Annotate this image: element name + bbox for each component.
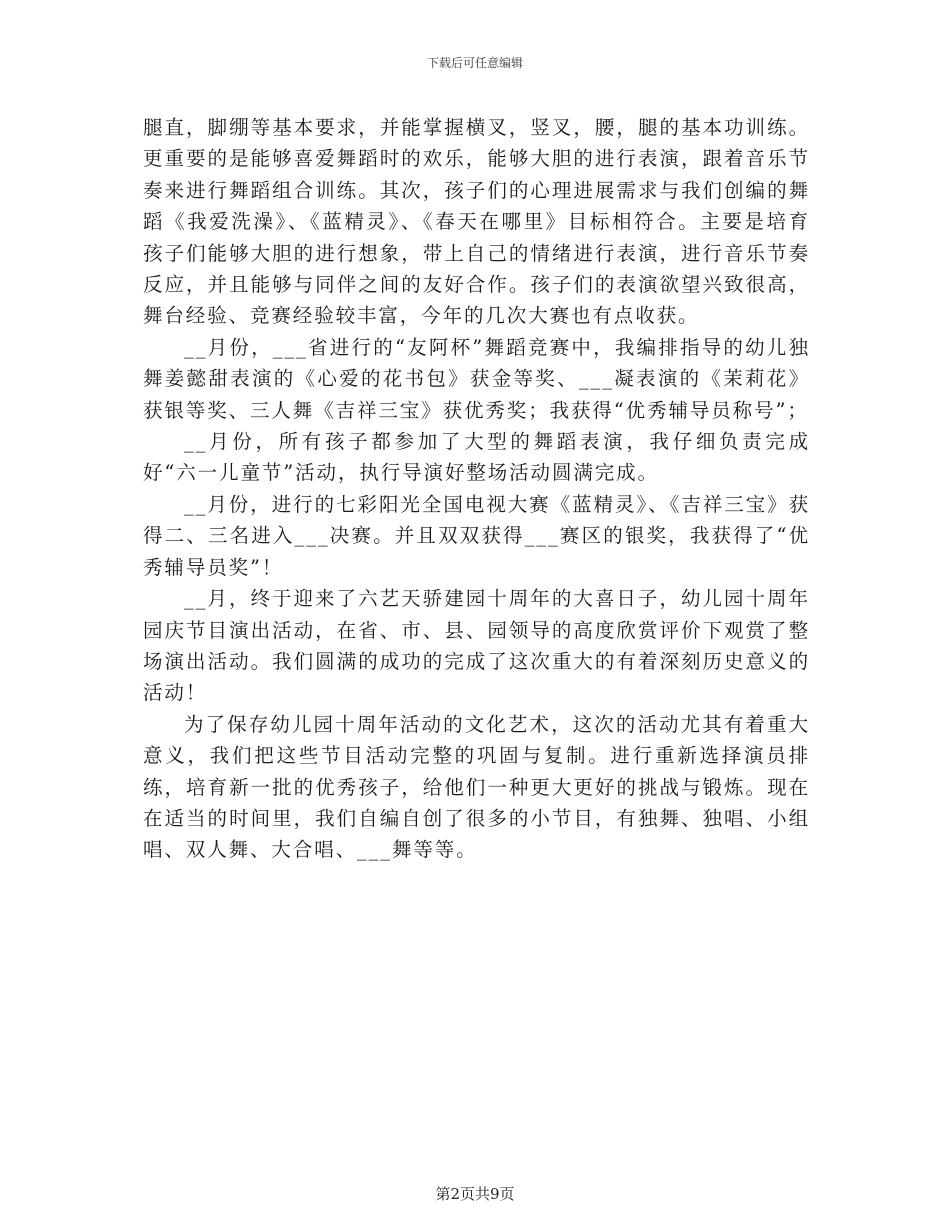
paragraph-anniversary: __月，终于迎来了六艺天骄建园十周年的大喜日子，幼儿园十周年园庆节目演出活动，在省、市、县、园领导的高度欣赏评价下观赏了整场演出活动。我们圆满的成功的完成了这次重大的有着深刻历史意义的活动！ (143, 587, 810, 705)
paragraph-tv-contest: __月份，进行的七彩阳光全国电视大赛《蓝精灵》、《吉祥三宝》获得二、三名进入___决赛。并且双双获得___赛区的银奖，我获得了“优秀辅导员奖”！ (143, 492, 810, 579)
paragraph-competition: __月份，___省进行的“友阿杯”舞蹈竞赛中，我编排指导的幼儿独舞姜懿甜表演的《心爱的花书包》获金等奖、___凝表演的《茉莉花》获银等奖、三人舞《吉祥三宝》获优秀奖；我获得“优秀辅导员称号”； (143, 335, 810, 422)
document-body (143, 112, 810, 866)
paragraph-childrens-day: __月份，所有孩子都参加了大型的舞蹈表演，我仔细负责完成好“六一儿童节”活动，执行导演好整场活动圆满完成。 (143, 430, 810, 485)
paragraph-continued: 腿直，脚绷等基本要求，并能掌握横叉，竖叉，腰，腿的基本功训练。更重要的是能够喜爱舞蹈时的欢乐，能够大胆的进行表演，跟着音乐节奏来进行舞蹈组合训练。其次，孩子们的心理进展需求与我们创编的舞蹈《我爱洗澡》、《蓝精灵》、《春天在哪里》目标相符合。主要是培育孩子们能够大胆的进行想象，带上自己的情绪进行表演，进行音乐节奏反应，并且能够与同伴之间的友好合作。孩子们的表演欲望兴致很高，舞台经验、竞赛经验较丰富，今年的几次大赛也有点收获。 (143, 116, 810, 328)
page-number: 第2页共9页 (435, 1185, 515, 1203)
page-header-note: 下载后可任意编辑 (426, 56, 523, 70)
paragraph-preservation: 为了保存幼儿园十周年活动的文化艺术，这次的活动尤其有着重大意义，我们把这些节目活动完整的巩固与复制。进行重新选择演员排练，培育新一批的优秀孩子，给他们一种更大更好的挑战与锻炼。现在在适当的时间里，我们自编自创了很多的小节目，有独舞、独唱、小组唱、双人舞、大合唱、___舞等等。 (143, 712, 810, 862)
